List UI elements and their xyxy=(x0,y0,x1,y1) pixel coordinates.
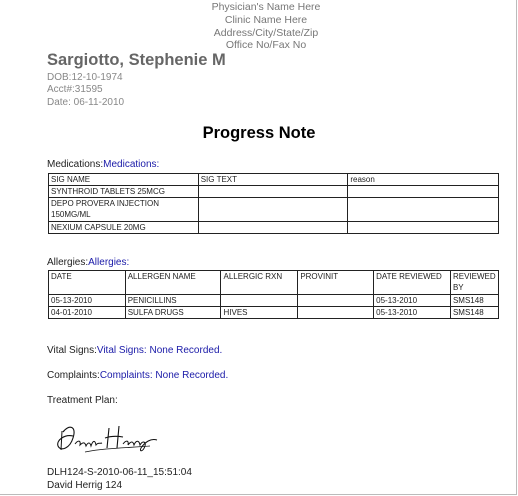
column-header: reason xyxy=(348,174,499,186)
column-header: DATE xyxy=(49,271,126,295)
table-row xyxy=(49,222,499,234)
table-cell: 05-13-2010 xyxy=(374,295,451,307)
table-cell xyxy=(348,222,499,234)
table-cell: SMS148 xyxy=(450,295,498,307)
allergies-link[interactable]: Allergies: xyxy=(88,257,130,268)
medications-label: Medications: xyxy=(47,159,104,170)
patient-account: Acct#:31595 xyxy=(47,84,103,96)
table-cell: PENICILLINS xyxy=(125,295,221,307)
medications-link[interactable]: Medications: xyxy=(103,159,160,170)
vital-signs-section xyxy=(47,345,222,356)
table-cell: 04-01-2010 xyxy=(49,307,126,319)
table-cell: SYNTHROID TABLETS 25MCG xyxy=(49,186,199,198)
table-row xyxy=(49,198,499,222)
visit-date: Date: 06-11-2010 xyxy=(47,96,125,108)
physician-header xyxy=(150,1,382,52)
table-cell xyxy=(298,307,374,319)
medications-table xyxy=(48,173,499,234)
complaints-section xyxy=(47,370,228,381)
document-title: Progress Note xyxy=(202,124,316,142)
table-cell xyxy=(348,198,499,222)
handwritten-signature xyxy=(55,418,165,460)
table-cell xyxy=(298,295,374,307)
office-phone-fax: Office No/Fax No xyxy=(225,39,307,52)
vital-signs-value: None Recorded. xyxy=(149,345,223,356)
column-header: PROVINIT xyxy=(298,271,374,295)
patient-dob: DOB:12-10-1974 xyxy=(47,72,123,83)
complaints-link[interactable]: Complaints: xyxy=(99,370,153,381)
column-header: DATE REVIEWED xyxy=(374,271,451,295)
allergies-header-row xyxy=(49,271,499,295)
medications-section-label xyxy=(47,159,159,170)
physician-name: Physician's Name Here xyxy=(211,1,321,13)
complaints-value: None Recorded. xyxy=(155,370,229,381)
column-header: SIG TEXT xyxy=(198,174,348,186)
clinic-address: Address/City/State/Zip xyxy=(213,26,319,39)
medications-header-row xyxy=(49,174,499,186)
allergies-table xyxy=(48,270,499,319)
table-cell: HIVES xyxy=(221,307,298,319)
table-row xyxy=(49,186,499,198)
allergies-section-label xyxy=(47,257,129,268)
complaints-label: Complaints: xyxy=(47,370,100,381)
table-row xyxy=(49,295,499,307)
vital-signs-link[interactable]: Vital Signs: xyxy=(96,345,147,356)
signer-name: David Herrig 124 xyxy=(47,480,123,491)
patient-name: Sargiotto, Stephenie M xyxy=(47,51,226,69)
column-header: REVIEWED BY xyxy=(450,271,498,295)
table-row xyxy=(49,307,499,319)
table-cell: SMS148 xyxy=(450,307,498,319)
patient-info xyxy=(47,72,124,109)
table-cell xyxy=(198,222,348,234)
table-cell: DEPO PROVERA INJECTION 150MG/ML xyxy=(49,198,199,222)
column-header: SIG NAME xyxy=(49,174,199,186)
column-header: ALLERGEN NAME xyxy=(125,271,221,295)
vital-signs-label: Vital Signs: xyxy=(47,345,97,356)
signature-stamp: DLH124-S-2010-06-11_15:51:04 xyxy=(47,467,192,478)
table-cell: SULFA DRUGS xyxy=(125,307,221,319)
column-header: ALLERGIC RXN xyxy=(221,271,298,295)
table-cell xyxy=(198,198,348,222)
table-cell: 05-13-2010 xyxy=(49,295,126,307)
table-cell xyxy=(221,295,298,307)
table-cell: 05-13-2010 xyxy=(374,307,451,319)
table-cell xyxy=(348,186,499,198)
treatment-plan-label: Treatment Plan: xyxy=(47,395,118,406)
clinic-name: Clinic Name Here xyxy=(224,13,308,26)
table-cell xyxy=(198,186,348,198)
allergies-label: Allergies: xyxy=(47,257,89,268)
table-cell: NEXIUM CAPSULE 20MG xyxy=(49,222,199,234)
